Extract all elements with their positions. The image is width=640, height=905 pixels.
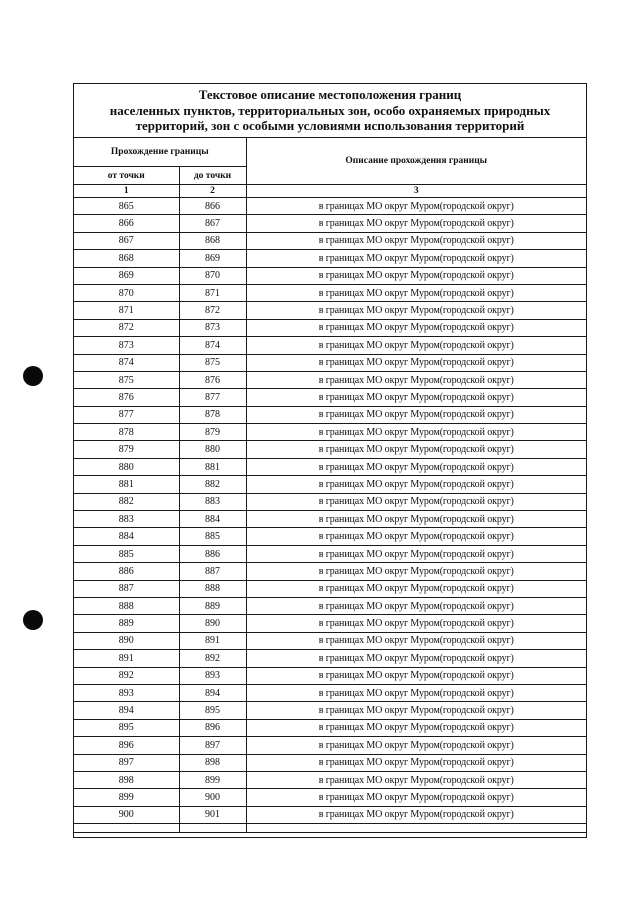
from-point-cell: 898	[74, 771, 179, 788]
from-point-cell: 896	[74, 737, 179, 754]
table-row	[74, 667, 586, 684]
description-cell: в границах МО округ Муром(городской округ)	[246, 737, 586, 754]
to-point-cell: 890	[179, 615, 246, 632]
from-point-cell: 881	[74, 476, 179, 493]
from-point-cell: 891	[74, 650, 179, 667]
table-row	[74, 563, 586, 580]
description-cell: в границах МО округ Муром(городской округ)	[246, 597, 586, 614]
from-point-cell: 866	[74, 215, 179, 232]
to-point-cell: 877	[179, 389, 246, 406]
to-point-cell: 900	[179, 789, 246, 806]
from-point-cell: 867	[74, 232, 179, 249]
from-point-cell: 865	[74, 198, 179, 215]
to-point-cell: 901	[179, 806, 246, 823]
to-point-cell: 897	[179, 737, 246, 754]
description-cell: в границах МО округ Муром(городской округ)	[246, 284, 586, 301]
description-cell: в границах МО округ Муром(городской округ)	[246, 684, 586, 701]
description-cell: в границах МО округ Муром(городской округ)	[246, 580, 586, 597]
table-row	[74, 337, 586, 354]
table-row	[74, 424, 586, 441]
to-point-cell: 868	[179, 232, 246, 249]
table-row	[74, 684, 586, 701]
description-cell: в границах МО округ Муром(городской округ)	[246, 789, 586, 806]
from-point-cell: 868	[74, 250, 179, 267]
to-point-cell: 894	[179, 684, 246, 701]
description-cell: в границах МО округ Муром(городской округ)	[246, 545, 586, 562]
description-cell: в границах МО округ Муром(городской округ)	[246, 632, 586, 649]
table-row	[74, 389, 586, 406]
to-point-cell: 886	[179, 545, 246, 562]
table-row	[74, 215, 586, 232]
to-point-cell: 885	[179, 528, 246, 545]
from-point-cell: 894	[74, 702, 179, 719]
description-cell: в границах МО округ Муром(городской округ)	[246, 215, 586, 232]
empty-cell	[179, 824, 246, 833]
description-cell: в границах МО округ Муром(городской округ)	[246, 232, 586, 249]
description-cell: в границах МО округ Муром(городской округ)	[246, 250, 586, 267]
to-point-cell: 892	[179, 650, 246, 667]
table-row	[74, 650, 586, 667]
description-cell: в границах МО округ Муром(городской округ)	[246, 563, 586, 580]
table-row	[74, 754, 586, 771]
table-row	[74, 232, 586, 249]
description-cell: в границах МО округ Муром(городской округ)	[246, 528, 586, 545]
header-description: Описание прохождения границы	[246, 138, 586, 185]
from-point-cell: 878	[74, 424, 179, 441]
from-point-cell: 887	[74, 580, 179, 597]
header-passage: Прохождение границы	[74, 138, 246, 167]
table-row	[74, 545, 586, 562]
boundary-table	[74, 138, 586, 833]
table-row	[74, 511, 586, 528]
table-row	[74, 354, 586, 371]
from-point-cell: 893	[74, 684, 179, 701]
to-point-cell: 870	[179, 267, 246, 284]
title-line-3: территорий, зон с особыми условиями использования территорий	[135, 118, 525, 134]
table-row	[74, 528, 586, 545]
table-row	[74, 406, 586, 423]
from-point-cell: 890	[74, 632, 179, 649]
from-point-cell: 880	[74, 458, 179, 475]
to-point-cell: 887	[179, 563, 246, 580]
from-point-cell: 886	[74, 563, 179, 580]
description-cell: в границах МО округ Муром(городской округ)	[246, 650, 586, 667]
table-row	[74, 702, 586, 719]
title-line-2: населенных пунктов, территориальных зон, особо охраняемых природных	[109, 102, 551, 118]
to-point-cell: 879	[179, 424, 246, 441]
from-point-cell: 885	[74, 545, 179, 562]
description-cell: в границах МО округ Муром(городской округ)	[246, 458, 586, 475]
description-cell: в границах МО округ Муром(городской округ)	[246, 389, 586, 406]
description-cell: в границах МО округ Муром(городской округ)	[246, 615, 586, 632]
document-title	[74, 84, 586, 138]
table-row-empty	[74, 824, 586, 833]
description-cell: в границах МО округ Муром(городской округ)	[246, 267, 586, 284]
to-point-cell: 899	[179, 771, 246, 788]
to-point-cell: 888	[179, 580, 246, 597]
description-cell: в границах МО округ Муром(городской округ)	[246, 302, 586, 319]
to-point-cell: 883	[179, 493, 246, 510]
table-row	[74, 284, 586, 301]
to-point-cell: 893	[179, 667, 246, 684]
to-point-cell: 871	[179, 284, 246, 301]
description-cell: в границах МО округ Муром(городской округ)	[246, 511, 586, 528]
table-row	[74, 250, 586, 267]
description-cell: в границах МО округ Муром(городской округ)	[246, 424, 586, 441]
description-cell: в границах МО округ Муром(городской округ)	[246, 337, 586, 354]
to-point-cell: 881	[179, 458, 246, 475]
punch-hole	[23, 366, 43, 386]
document-sheet	[73, 83, 587, 838]
empty-cell	[246, 824, 586, 833]
to-point-cell: 874	[179, 337, 246, 354]
table-row	[74, 737, 586, 754]
table-row	[74, 789, 586, 806]
to-point-cell: 889	[179, 597, 246, 614]
to-point-cell: 891	[179, 632, 246, 649]
to-point-cell: 882	[179, 476, 246, 493]
from-point-cell: 884	[74, 528, 179, 545]
from-point-cell: 874	[74, 354, 179, 371]
to-point-cell: 872	[179, 302, 246, 319]
from-point-cell: 882	[74, 493, 179, 510]
to-point-cell: 880	[179, 441, 246, 458]
table-row	[74, 441, 586, 458]
from-point-cell: 888	[74, 597, 179, 614]
table-row	[74, 476, 586, 493]
from-point-cell: 873	[74, 337, 179, 354]
to-point-cell: 869	[179, 250, 246, 267]
table-row	[74, 267, 586, 284]
table-row	[74, 597, 586, 614]
description-cell: в границах МО округ Муром(городской округ)	[246, 476, 586, 493]
table-row	[74, 719, 586, 736]
to-point-cell: 898	[179, 754, 246, 771]
from-point-cell: 876	[74, 389, 179, 406]
table-row	[74, 493, 586, 510]
description-cell: в границах МО округ Муром(городской округ)	[246, 319, 586, 336]
from-point-cell: 889	[74, 615, 179, 632]
table-row	[74, 319, 586, 336]
to-point-cell: 867	[179, 215, 246, 232]
from-point-cell: 872	[74, 319, 179, 336]
table-row	[74, 198, 586, 215]
to-point-cell: 895	[179, 702, 246, 719]
to-point-cell: 873	[179, 319, 246, 336]
description-cell: в границах МО округ Муром(городской округ)	[246, 198, 586, 215]
punch-hole	[23, 610, 43, 630]
description-cell: в границах МО округ Муром(городской округ)	[246, 354, 586, 371]
table-row	[74, 615, 586, 632]
from-point-cell: 899	[74, 789, 179, 806]
description-cell: в границах МО округ Муром(городской округ)	[246, 771, 586, 788]
to-point-cell: 866	[179, 198, 246, 215]
to-point-cell: 896	[179, 719, 246, 736]
table-row	[74, 580, 586, 597]
empty-cell	[74, 824, 179, 833]
description-cell: в границах МО округ Муром(городской округ)	[246, 441, 586, 458]
from-point-cell: 877	[74, 406, 179, 423]
description-cell: в границах МО округ Муром(городской округ)	[246, 667, 586, 684]
from-point-cell: 892	[74, 667, 179, 684]
to-point-cell: 884	[179, 511, 246, 528]
from-point-cell: 871	[74, 302, 179, 319]
to-point-cell: 878	[179, 406, 246, 423]
table-row	[74, 458, 586, 475]
column-number: 2	[179, 185, 246, 198]
from-point-cell: 895	[74, 719, 179, 736]
from-point-cell: 900	[74, 806, 179, 823]
description-cell: в границах МО округ Муром(городской округ)	[246, 493, 586, 510]
from-point-cell: 875	[74, 371, 179, 388]
to-point-cell: 875	[179, 354, 246, 371]
from-point-cell: 869	[74, 267, 179, 284]
description-cell: в границах МО округ Муром(городской округ)	[246, 754, 586, 771]
from-point-cell: 879	[74, 441, 179, 458]
description-cell: в границах МО округ Муром(городской округ)	[246, 806, 586, 823]
column-number: 3	[246, 185, 586, 198]
column-number: 1	[74, 185, 179, 198]
table-row	[74, 632, 586, 649]
table-row	[74, 806, 586, 823]
header-to: до точки	[179, 167, 246, 185]
from-point-cell: 883	[74, 511, 179, 528]
description-cell: в границах МО округ Муром(городской округ)	[246, 371, 586, 388]
header-from: от точки	[74, 167, 179, 185]
from-point-cell: 897	[74, 754, 179, 771]
description-cell: в границах МО округ Муром(городской округ)	[246, 702, 586, 719]
description-cell: в границах МО округ Муром(городской округ)	[246, 406, 586, 423]
title-line-1: Текстовое описание местоположения границ	[198, 87, 462, 103]
table-row	[74, 371, 586, 388]
table-body	[74, 198, 586, 833]
table-row	[74, 302, 586, 319]
description-cell: в границах МО округ Муром(городской округ)	[246, 719, 586, 736]
table-row	[74, 771, 586, 788]
to-point-cell: 876	[179, 371, 246, 388]
from-point-cell: 870	[74, 284, 179, 301]
